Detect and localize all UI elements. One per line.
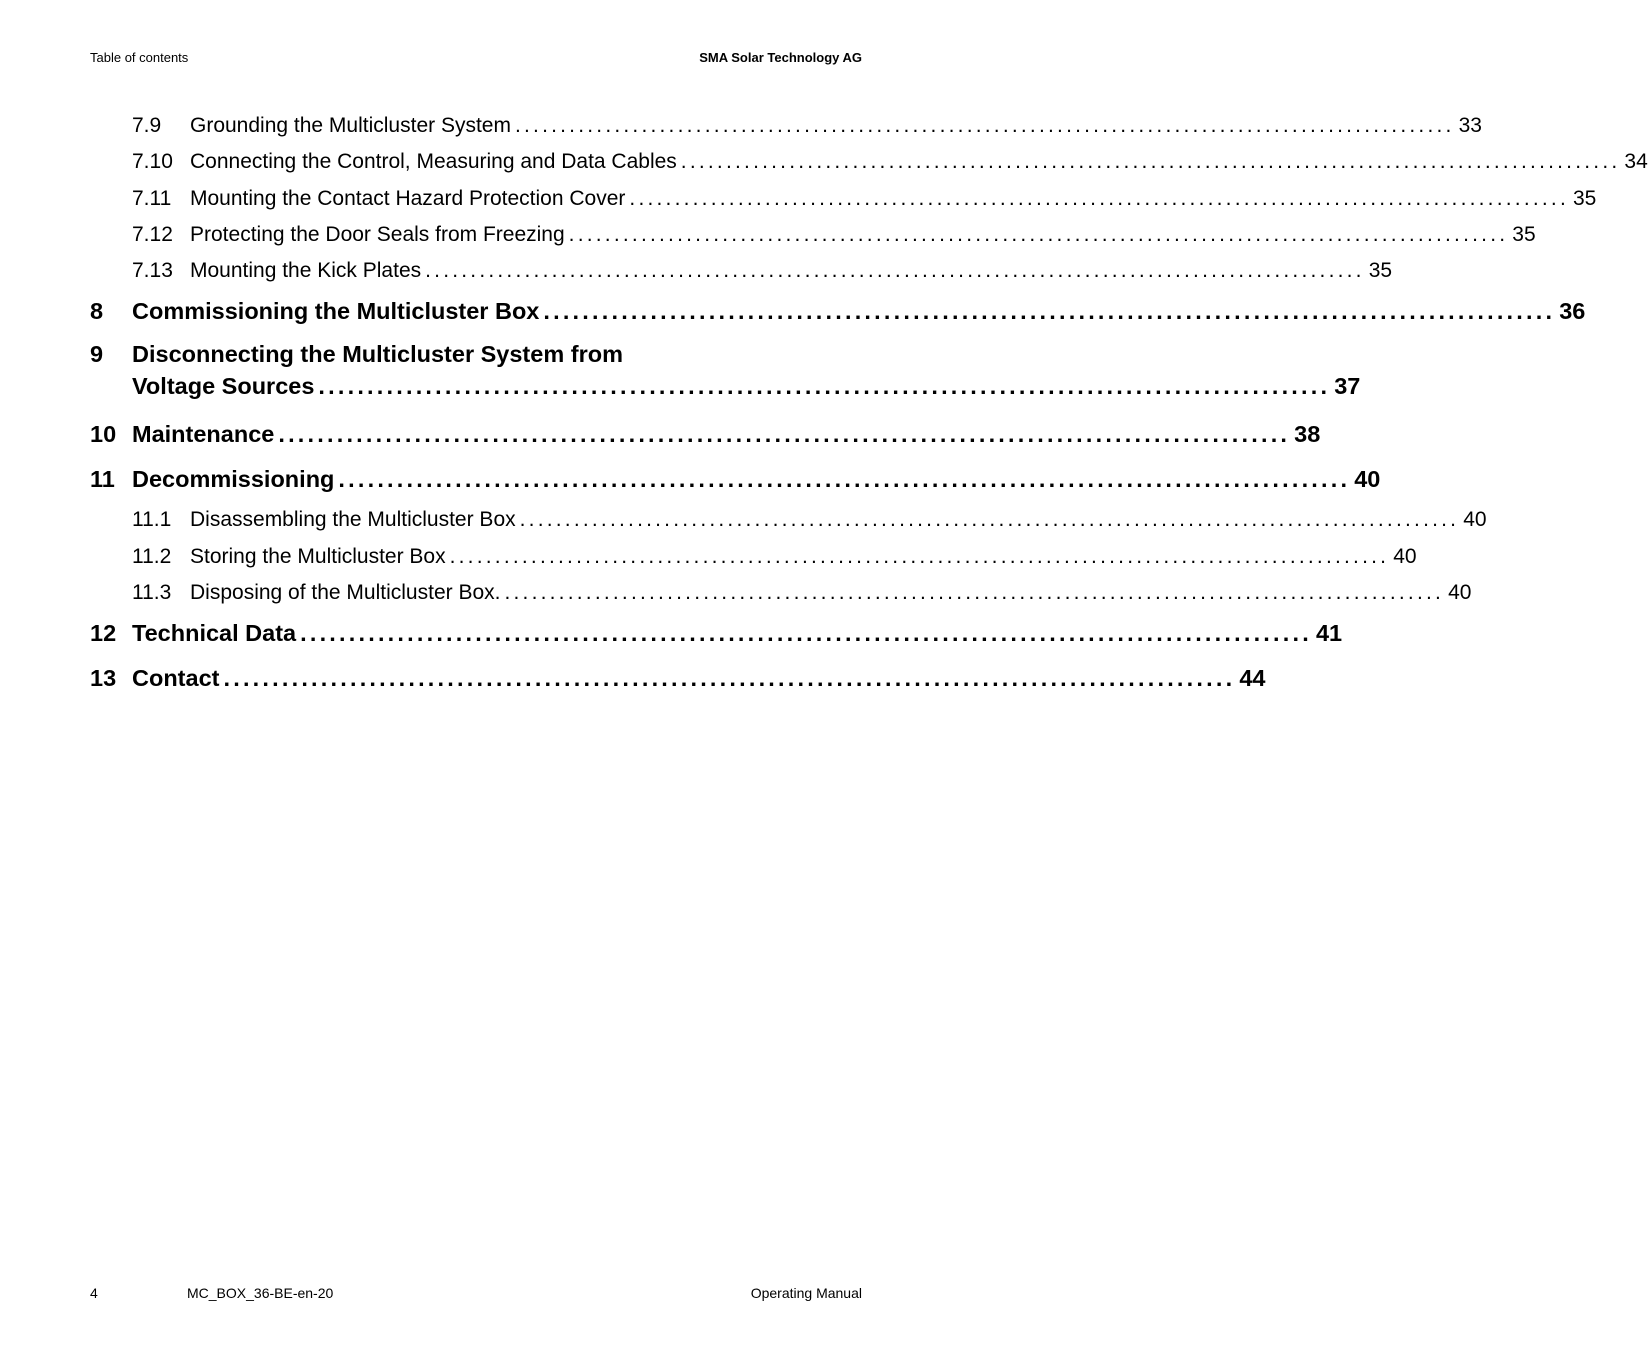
toc-entry-7-12[interactable] — [90, 217, 1536, 253]
toc-title: Protecting the Door Seals from Freezing — [190, 222, 565, 246]
header-company: SMA Solar Technology AG — [699, 50, 862, 65]
toc-title: Disassembling the Multicluster Box — [190, 508, 516, 532]
toc-title: Disconnecting the Multicluster System from — [132, 341, 623, 368]
toc-number: 7.9 — [132, 114, 162, 137]
toc-entry-7-11[interactable] — [90, 181, 1597, 217]
toc-entry-13[interactable] — [90, 656, 1266, 701]
toc-page: 35 — [1512, 222, 1536, 246]
toc-leader: ........................................................................................................ — [318, 373, 1331, 400]
toc-entry-8[interactable] — [90, 289, 1586, 334]
toc-leader: ........................................................................................................ — [300, 620, 1312, 647]
toc-entry-12[interactable] — [90, 611, 1343, 656]
table-of-contents — [90, 108, 1648, 701]
toc-leader: ........................................................................................................ — [629, 186, 1569, 210]
toc-entry-11-1[interactable] — [90, 502, 1487, 538]
toc-number: 7.13 — [132, 259, 173, 283]
toc-number: 13 — [90, 665, 117, 692]
toc-page: 33 — [1458, 114, 1482, 137]
toc-entry-7-13[interactable] — [90, 253, 1393, 289]
toc-number: 7.10 — [132, 150, 173, 174]
toc-leader: ........................................................................................................ — [278, 421, 1291, 448]
toc-page: 40 — [1393, 544, 1417, 568]
toc-page: 35 — [1573, 186, 1597, 210]
toc-entry-11-3[interactable] — [90, 575, 1472, 611]
footer-document-type: Operating Manual — [750, 1285, 862, 1301]
toc-number: 11.1 — [132, 508, 172, 532]
toc-title: Connecting the Control, Measuring and Data Cables — [190, 150, 677, 174]
toc-title: Storing the Multicluster Box — [190, 544, 446, 568]
toc-title: Mounting the Kick Plates — [190, 259, 422, 283]
toc-page: 37 — [1334, 373, 1361, 400]
toc-leader: ........................................................................................................ — [514, 114, 1455, 137]
toc-entry-10[interactable] — [90, 412, 1321, 457]
toc-entry-9[interactable] — [90, 334, 1361, 412]
footer-page-number: 4 — [90, 1285, 98, 1301]
toc-title: Contact — [132, 665, 220, 692]
toc-number: 10 — [90, 421, 117, 448]
toc-number: 8 — [90, 298, 104, 325]
toc-title: Decommissioning — [132, 466, 335, 493]
toc-number: 11.3 — [132, 581, 172, 605]
toc-leader: ........................................................................................................ — [449, 544, 1390, 568]
toc-title: Maintenance — [132, 421, 275, 448]
toc-number: 11 — [90, 466, 115, 493]
toc-entry-7-9[interactable] — [90, 108, 1482, 144]
toc-title: Disposing of the Multicluster Box. — [190, 581, 501, 605]
toc-page: 36 — [1559, 298, 1586, 325]
toc-entry-11[interactable] — [90, 457, 1381, 502]
toc-page: 40 — [1448, 581, 1472, 605]
toc-title: Technical Data — [132, 620, 297, 647]
toc-leader: ........................................................................................................ — [504, 581, 1445, 605]
toc-page: 40 — [1463, 508, 1487, 532]
header-section-title: Table of contents — [90, 50, 189, 65]
toc-number: 7.11 — [132, 186, 172, 210]
footer-document-id: MC_BOX_36-BE-en-20 — [187, 1285, 334, 1301]
toc-leader: ........................................................................................................ — [338, 466, 1351, 493]
toc-leader: ........................................................................................................ — [543, 298, 1556, 325]
toc-number: 7.12 — [132, 222, 173, 246]
toc-title: Grounding the Multicluster System — [190, 114, 511, 137]
toc-number: 11.2 — [132, 544, 172, 568]
toc-leader: ........................................................................................................ — [568, 222, 1509, 246]
toc-page: 40 — [1354, 466, 1381, 493]
toc-title: Mounting the Contact Hazard Protection Cover — [190, 186, 626, 210]
toc-leader: ........................................................................................................ — [223, 665, 1236, 692]
toc-title-continued: Voltage Sources — [132, 373, 315, 400]
toc-entry-7-10[interactable] — [90, 144, 1648, 180]
toc-page: 41 — [1315, 620, 1343, 647]
toc-number: 9 — [90, 341, 104, 368]
toc-title: Commissioning the Multicluster Box — [132, 298, 540, 325]
toc-page: 44 — [1239, 665, 1266, 692]
toc-leader: ........................................................................................................ — [519, 508, 1460, 532]
toc-leader: ........................................................................................................ — [425, 259, 1365, 283]
toc-page: 34 — [1624, 150, 1648, 174]
toc-entry-11-2[interactable] — [90, 539, 1417, 575]
toc-number: 12 — [90, 620, 117, 647]
toc-leader: ........................................................................................................ — [680, 150, 1621, 174]
toc-page: 35 — [1368, 259, 1393, 283]
toc-page: 38 — [1294, 421, 1321, 448]
